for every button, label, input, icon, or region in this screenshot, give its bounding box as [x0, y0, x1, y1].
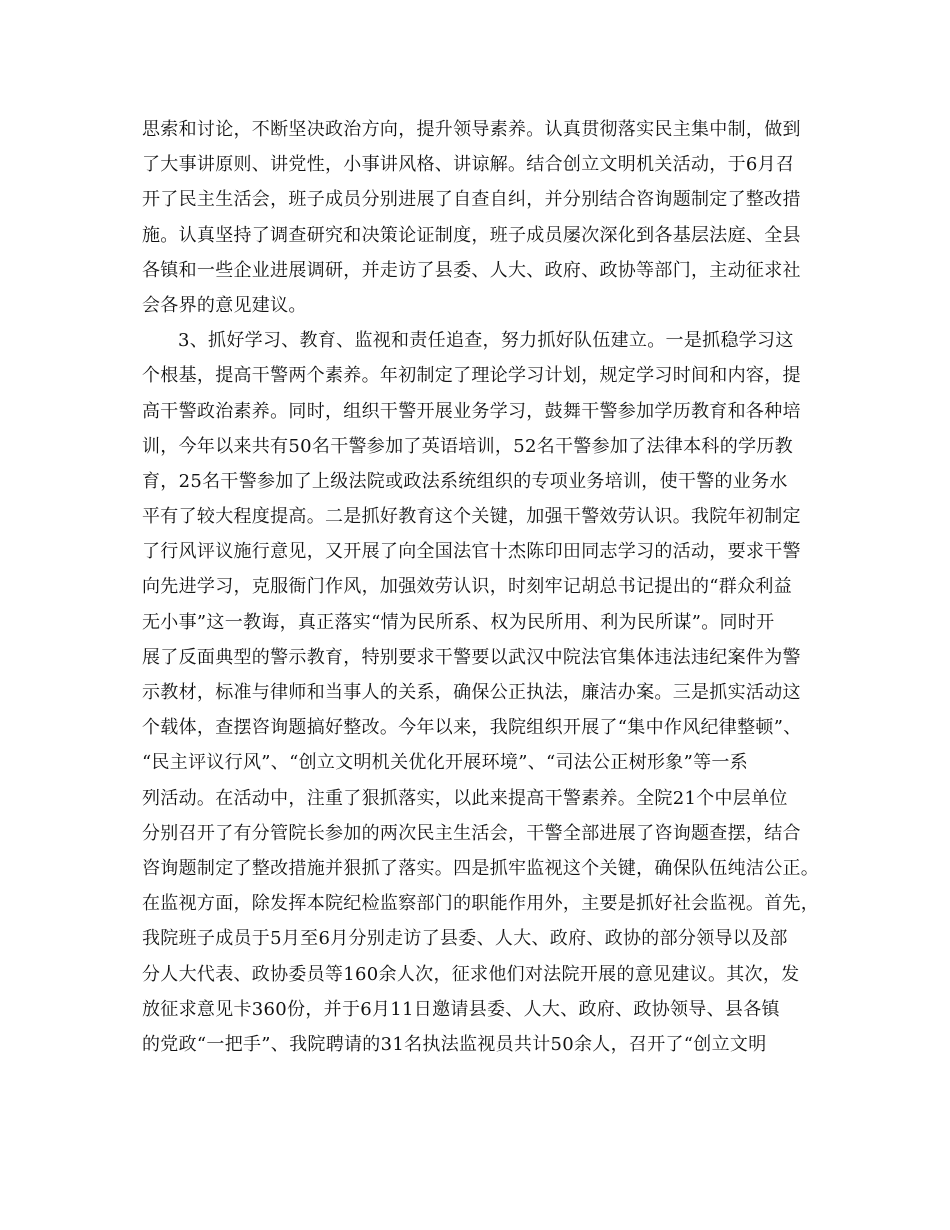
text-line: 我院班子成员于5月至6月分别走访了县委、人大、政府、政协的部分领导以及部	[142, 928, 788, 950]
text-line: “民主评议行风”、“创立文明机关优化开展环境”、“司法公正树形象”等一系	[142, 752, 749, 774]
body-text	[142, 112, 832, 1062]
text-line: 放征求意见卡360份，并于6月11日邀请县委、人大、政府、政协领导、县各镇	[142, 998, 780, 1020]
text-line: 展了反面典型的警示教育，特别要求干警要以武汉中院法官集体违法违纪案件为警	[142, 646, 801, 668]
text-line: 在监视方面，除发挥本院纪检监察部门的职能作用外，主要是抓好社会监视。首先，	[142, 893, 820, 915]
text-line: 了行风评议施行意见，又开展了向全国法官十杰陈印田同志学习的活动，要求干警	[142, 541, 801, 563]
text-line: 咨询题制定了整改措施并狠抓了落实。四是抓牢监视这个关键，确保队伍纯洁公正。	[142, 857, 820, 879]
text-line: 了大事讲原则、讲党性，小事讲风格、讲谅解。结合创立文明机关活动，于6月召	[142, 154, 795, 176]
text-line: 的党政“一把手”、我院聘请的31名执法监视员共计50余人，召开了“创立文明	[142, 1033, 767, 1055]
text-line: 示教材，标准与律师和当事人的关系，确保公正执法，廉洁办案。三是抓实活动这	[142, 682, 801, 703]
text-line: 向先进学习，克服衙门作风，加强效劳认识，时刻牢记胡总书记提出的“群众利益	[142, 576, 792, 598]
text-line: 训，今年以来共有50名干警参加了英语培训，52名干警参加了法律本科的学历教	[142, 435, 793, 457]
text-line: 个根基，提高干警两个素养。年初制定了理论学习计划，规定学习时间和内容，提	[142, 365, 801, 387]
text-line: 平有了较大程度提高。二是抓好教育这个关键，加强干警效劳认识。我院年初制定	[142, 506, 801, 528]
text-line: 思索和讨论，不断坚决政治方向，提升领导素养。认真贯彻落实民主集中制，做到	[142, 119, 801, 140]
text-line: 个载体，查摆咨询题搞好整改。今年以来，我院组织开展了“集中作风纪律整顿”、	[142, 717, 802, 739]
text-line: 分别召开了有分管院长参加的两次民主生活会，干警全部进展了咨询题查摆，结合	[142, 822, 801, 844]
text-line: 施。认真坚持了调查研究和决策论证制度，班子成员屡次深化到各基层法庭、全县	[142, 224, 801, 246]
text-line: 会各界的意见建议。	[142, 294, 307, 316]
paragraph-start-line: 3、抓好学习、教育、监视和责任追查，努力抓好队伍建立。一是抓稳学习这	[178, 330, 794, 352]
text-line: 高干警政治素养。同时，组织干警开展业务学习，鼓舞干警参加学历教育和各种培	[142, 400, 801, 422]
text-line: 列活动。在活动中，注重了狠抓落实，以此来提高干警素养。全院21个中层单位	[142, 787, 788, 809]
text-line: 育，25名干警参加了上级法院或政法系统组织的专项业务培训，使干警的业务水	[142, 470, 788, 492]
text-line: 分人大代表、政协委员等160余人次，征求他们对法院开展的意见建议。其次，发	[142, 963, 800, 985]
text-line: 开了民主生活会，班子成员分别进展了自查自纠，并分别结合咨询题制定了整改措	[142, 189, 801, 211]
text-line: 无小事”这一教诲，真正落实“情为民所系、权为民所用、利为民所谋”。同时开	[142, 611, 775, 633]
text-line: 各镇和一些企业进展调研，并走访了县委、人大、政府、政协等部门，主动征求社	[142, 259, 801, 281]
